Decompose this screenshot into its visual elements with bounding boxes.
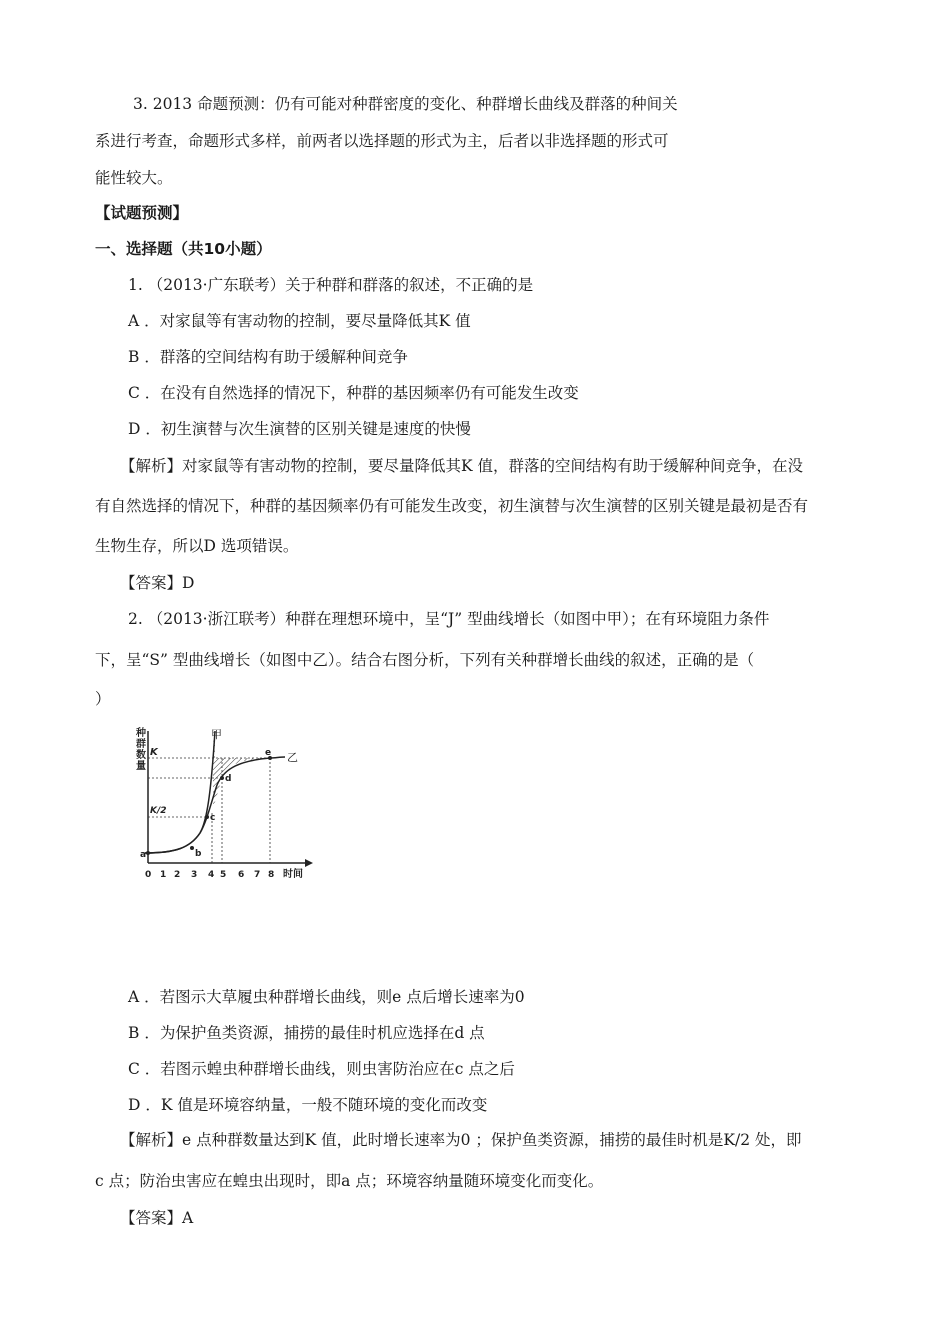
tick-5: 5	[220, 870, 227, 880]
tick-8: 8	[268, 870, 275, 880]
intro-line-3: 能性较大。	[95, 169, 173, 187]
q1-option-d: D ．初生演替与次生演替的区别关键是速度的快慢	[128, 420, 471, 438]
q2-answer: 【答案】A	[120, 1209, 194, 1227]
q2-option-b: B ．为保护鱼类资源，捕捞的最佳时机应选择在d 点	[128, 1024, 485, 1042]
q2-stem-2: 下，呈“S” 型曲线增长（如图中乙）。结合右图分析，下列有关种群增长曲线的叙述，正确的是（	[95, 651, 755, 669]
q2-option-a: A ．若图示大草履虫种群增长曲线，则e 点后增长速率为0	[128, 988, 525, 1006]
q2-option-d: D ．K 值是环境容纳量，一般不随环境的变化而改变	[128, 1096, 488, 1114]
q2-analysis-2: c 点；防治虫害应在蝗虫出现时，即a 点；环境容纳量随环境变化而变化。	[95, 1172, 604, 1190]
point-e-label: e	[265, 748, 272, 758]
point-d	[220, 776, 224, 780]
k-label: K	[150, 747, 158, 758]
tick-7: 7	[254, 870, 261, 880]
section-title: 【试题预测】	[95, 204, 189, 222]
point-d-label: d	[225, 774, 232, 784]
y-axis-label-1: 种	[136, 728, 146, 739]
curve-s-label: 乙	[287, 751, 298, 764]
q1-option-c: C ．在没有自然选择的情况下，种群的基因频率仍有可能发生改变	[128, 384, 579, 402]
curve-j-label: 甲	[211, 728, 222, 741]
tick-3: 3	[191, 870, 198, 880]
y-axis-label-4: 量	[136, 761, 146, 772]
q1-stem: 1. （2013·广东联考）关于种群和群落的叙述，不正确的是	[128, 276, 534, 294]
point-b-label: b	[195, 849, 202, 859]
k2-label: K/2	[150, 806, 167, 816]
intro-line-2: 系进行考查，命题形式多样，前两者以选择题的形式为主，后者以非选择题的形式可	[95, 132, 669, 150]
y-axis-label-3: 数	[136, 750, 146, 761]
y-axis-label-2: 群	[136, 739, 146, 750]
point-a	[146, 851, 150, 855]
q2-stem-1: 2. （2013·浙江联考）种群在理想环境中，呈“J” 型曲线增长（如图中甲）；在有环境阻力条件	[128, 610, 770, 628]
q1-analysis-2: 有自然选择的情况下，种群的基因频率仍有可能发生改变，初生演替与次生演替的区别关键是最初是否有	[95, 497, 809, 515]
q1-option-a: A ．对家鼠等有害动物的控制，要尽量降低其K 值	[128, 312, 471, 330]
point-b	[190, 846, 194, 850]
x-axis-arrow	[305, 859, 313, 867]
q1-answer: 【答案】D	[120, 574, 195, 592]
tick-4: 4	[208, 870, 215, 880]
intro-line-1: 3. 2013 命题预测：仍有可能对种群密度的变化、种群增长曲线及群落的种间关	[133, 95, 678, 113]
q2-stem-3: ）	[95, 690, 111, 708]
q2-option-c: C ．若图示蝗虫种群增长曲线，则虫害防治应在c 点之后	[128, 1060, 515, 1078]
growth-curve-figure	[135, 723, 335, 888]
tick-2: 2	[174, 870, 181, 880]
environmental-resistance-area	[213, 733, 267, 808]
q2-analysis-1: 【解析】e 点种群数量达到K 值，此时增长速率为0 ；保护鱼类资源，捕捞的最佳时机是K/2 处，即	[120, 1131, 802, 1149]
q1-option-b: B ．群落的空间结构有助于缓解种间竞争	[128, 348, 408, 366]
subsection-title: 一、选择题（共10小题）	[95, 240, 272, 258]
point-c	[205, 815, 209, 819]
q1-analysis-3: 生物生存，所以D 选项错误。	[95, 537, 299, 555]
q1-analysis-1: 【解析】对家鼠等有害动物的控制，要尽量降低其K 值，群落的空间结构有助于缓解种间竞争，在没	[120, 457, 804, 475]
tick-1: 1	[160, 870, 167, 880]
tick-6: 6	[238, 870, 245, 880]
tick-0: 0	[145, 870, 152, 880]
point-c-label: c	[210, 813, 216, 823]
x-axis-label: 时间	[283, 869, 303, 880]
point-a-label: a	[140, 850, 147, 860]
